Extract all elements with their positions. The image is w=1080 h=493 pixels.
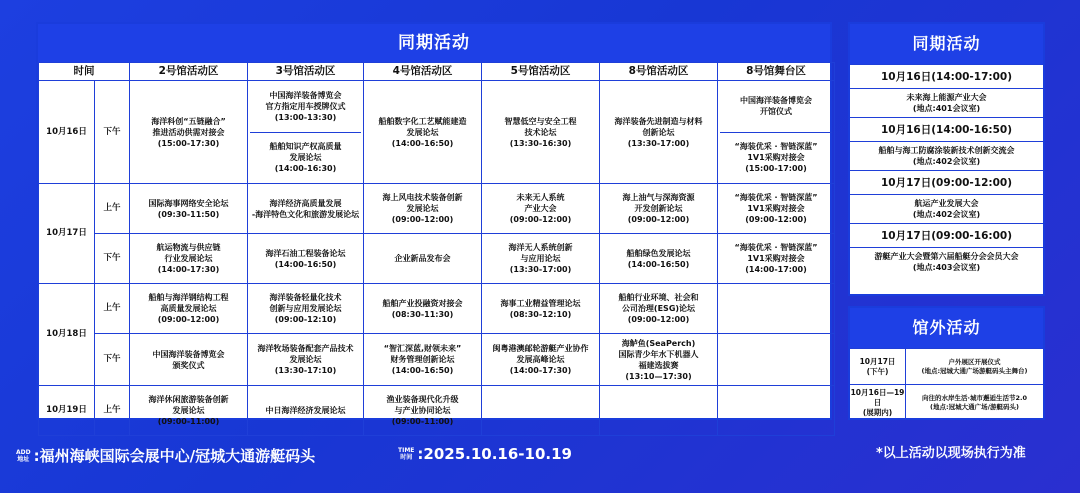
outdoor-event-date: 10月16日—19日 (展期内) — [850, 385, 906, 420]
event-cell — [364, 184, 482, 234]
event-text: 船舶绿色发展论坛 (14:00-16:50) — [626, 248, 691, 269]
time-label-cn: 时间 — [400, 454, 413, 461]
period-cell: 下午 — [95, 81, 130, 184]
side-event-date: 10月16日(14:00-16:50) — [850, 117, 1043, 141]
address-block — [16, 445, 315, 466]
list-item — [850, 117, 1043, 170]
header-hall-2: 2号馆活动区 — [130, 63, 248, 81]
event-text: 智慧低空与安全工程 技术论坛 (13:30-16:30) — [504, 116, 577, 148]
event-cell — [130, 81, 248, 184]
side-event-date: 10月17日(09:00-12:00) — [850, 170, 1043, 194]
list-item — [850, 64, 1043, 117]
list-item — [850, 384, 1043, 420]
event-cell — [718, 284, 835, 334]
event-cell — [130, 334, 248, 386]
footnote: *以上活动以现场执行为准 — [876, 446, 1026, 461]
event-cell — [482, 386, 600, 436]
event-cell — [600, 386, 718, 436]
event-text: 海鲈鱼(SeaPerch) 国际青少年水下机器人 福建选拔赛 (13:10—17:30) — [618, 338, 699, 381]
event-cell — [600, 81, 718, 184]
main-title: 同期活动 — [38, 24, 830, 62]
event-text: 海洋石油工程装备论坛 (14:00-16:50) — [265, 248, 346, 269]
event-text: 海事工业精益管理论坛 (08:30-12:10) — [500, 298, 581, 319]
event-cell — [600, 234, 718, 284]
outdoor-events-panel — [848, 306, 1045, 420]
address-label-en: ADD — [16, 448, 31, 456]
table-row — [39, 81, 835, 184]
table-row — [39, 234, 835, 284]
event-dates: :2025.10.16-10.19 — [417, 445, 572, 463]
event-text: “海装优采 · 智链深蓝” 1V1采购对接会 (14:00-17:00) — [734, 243, 818, 274]
event-text: 闽粤港澳邮轮游艇产业协作 发展高峰论坛 (14:00-17:30) — [492, 344, 589, 375]
event-cell — [718, 386, 835, 436]
side-event-text: 船舶与海工防腐涂装新技术创新交流会 (地点:402会议室) — [850, 141, 1043, 170]
event-text: 海洋装备轻量化技术 创新与应用发展论坛 (09:00-12:10) — [269, 293, 342, 324]
header-hall-4: 4号馆活动区 — [364, 63, 482, 81]
event-cell — [718, 81, 835, 184]
event-text: 海洋经济高质量发展 -海洋特色文化和旅游发展论坛 — [251, 198, 360, 219]
event-text: 企业新品发布会 — [394, 254, 451, 263]
period-cell: 下午 — [95, 234, 130, 284]
time-label-en: TIME — [398, 447, 415, 454]
main-schedule-panel — [36, 22, 832, 426]
address-text: :福州海峡国际会展中心/冠城大通游艇码头 — [33, 447, 316, 465]
address-label-cn: 地址 — [17, 455, 30, 463]
event-cell — [248, 284, 364, 334]
event-text: 船舶知识产权高质量 发展论坛 (14:00-16:30) — [269, 142, 342, 174]
table-row — [39, 184, 835, 234]
event-text: 船舶行业环境、社会和 公司治理(ESG)论坛 (09:00-12:00) — [618, 293, 699, 324]
event-cell — [718, 234, 835, 284]
event-text: “海装优采 · 智链深蓝” 1V1采购对接会 (15:00-17:00) — [734, 142, 818, 174]
outdoor-title: 馆外活动 — [850, 308, 1043, 348]
table-row — [39, 284, 835, 334]
outdoor-event-date: 10月17日 (下午) — [850, 349, 906, 384]
header-hall-3: 3号馆活动区 — [248, 63, 364, 81]
event-cell — [482, 184, 600, 234]
event-cell — [130, 284, 248, 334]
period-cell: 上午 — [95, 386, 130, 436]
header-hall-5: 5号馆活动区 — [482, 63, 600, 81]
event-text: 中国海洋装备博览会 颁奖仪式 — [152, 349, 225, 370]
event-cell — [248, 386, 364, 436]
event-cell — [130, 184, 248, 234]
event-text: 海洋科创“五链融合” 推进活动供需对接会 (15:00-17:30) — [151, 116, 226, 148]
event-cell — [248, 81, 364, 184]
event-cell — [248, 184, 364, 234]
header-time: 时间 — [39, 63, 130, 81]
event-text: 中国海洋装备博览会 开馆仪式 — [740, 96, 812, 117]
event-cell — [364, 386, 482, 436]
side-event-text: 游艇产业大会暨第六届船艇分会会员大会 (地点:403会议室) — [850, 247, 1043, 276]
period-cell: 上午 — [95, 184, 130, 234]
event-cell — [130, 234, 248, 284]
event-cell — [718, 334, 835, 386]
event-cell — [248, 334, 364, 386]
date-cell: 10月16日 — [39, 81, 95, 184]
event-cell — [130, 386, 248, 436]
event-text: “海装优采 · 智链深蓝” 1V1采购对接会 (09:00-12:00) — [734, 193, 818, 224]
side-event-text: 航运产业发展大会 (地点:402会议室) — [850, 194, 1043, 223]
event-cell — [718, 184, 835, 234]
outdoor-event-text: 向往的水岸生活·城市邂逅生活节2.0 (地点:冠城大通广场/游艇码头) — [922, 393, 1027, 411]
header-hall-8: 8号馆活动区 — [600, 63, 718, 81]
event-text: 船舶产业投融资对接会 (08:30-11:30) — [382, 298, 463, 319]
date-cell: 10月17日 — [39, 184, 95, 284]
date-cell: 10月19日 — [39, 386, 95, 436]
event-text: 海上风电技术装备创新 发展论坛 (09:00-12:00) — [382, 193, 463, 224]
event-text: 中日海洋经济发展论坛 — [265, 406, 346, 415]
table-row — [39, 334, 835, 386]
event-text: 海洋休闲旅游装备创新 发展论坛 (09:00-11:00) — [148, 395, 229, 426]
event-text: 海洋牧场装备配套产品技术 发展论坛 (13:30-17:10) — [257, 344, 354, 375]
event-text: 海洋无人系统创新 与应用论坛 (13:30-17:00) — [508, 243, 573, 274]
event-text: 渔业装备现代化升级 与产业协同论坛 (09:00-11:00) — [386, 395, 459, 426]
period-cell: 上午 — [95, 284, 130, 334]
event-cell — [482, 234, 600, 284]
event-text: 中国海洋装备博览会 官方指定用车授牌仪式 (13:00-13:30) — [265, 90, 346, 122]
event-cell — [364, 334, 482, 386]
schedule-table — [38, 62, 835, 436]
event-cell — [364, 234, 482, 284]
outdoor-event-text: 户外展区开展仪式 (地点:冠城大通广场游艇码头主舞台) — [921, 357, 1028, 375]
header-hall-8-stage: 8号馆舞台区 — [718, 63, 835, 81]
side-events-panel — [848, 22, 1045, 296]
side-event-date: 10月17日(09:00-16:00) — [850, 223, 1043, 247]
event-text: 国际海事网络安全论坛 (09:30-11:50) — [148, 198, 229, 219]
event-cell — [600, 334, 718, 386]
event-cell — [482, 284, 600, 334]
event-cell — [600, 284, 718, 334]
side-event-date: 10月16日(14:00-17:00) — [850, 64, 1043, 88]
list-item — [850, 170, 1043, 223]
event-text: “智汇深蓝,财领未来” 财务管理创新论坛 (14:00-16:50) — [383, 344, 462, 375]
event-cell — [600, 184, 718, 234]
event-text: 航运物流与供应链 行业发展论坛 (14:00-17:30) — [156, 243, 221, 274]
time-block — [398, 445, 572, 463]
event-cell — [364, 81, 482, 184]
time-label — [398, 447, 414, 461]
event-cell — [364, 284, 482, 334]
event-cell — [248, 234, 364, 284]
event-cell — [482, 334, 600, 386]
side-title: 同期活动 — [850, 24, 1043, 64]
event-text: 海洋装备先进制造与材料 创新论坛 (13:30-17:00) — [614, 116, 703, 148]
event-text: 船舶数字化工艺赋能建造 发展论坛 (14:00-16:50) — [378, 116, 467, 148]
list-item — [850, 223, 1043, 276]
event-text: 海上油气与深海资源 开发创新论坛 (09:00-12:00) — [622, 193, 695, 224]
address-label — [16, 449, 31, 463]
header-row — [39, 63, 835, 81]
event-text: 船舶与海洋钢结构工程 高质量发展论坛 (09:00-12:00) — [148, 293, 229, 324]
period-cell: 下午 — [95, 334, 130, 386]
side-event-text: 未来海上能源产业大会 (地点:401会议室) — [850, 88, 1043, 117]
event-text: 未来无人系统 产业大会 (09:00-12:00) — [509, 193, 572, 224]
date-cell: 10月18日 — [39, 284, 95, 386]
list-item — [850, 348, 1043, 384]
table-row — [39, 386, 835, 436]
event-cell — [482, 81, 600, 184]
